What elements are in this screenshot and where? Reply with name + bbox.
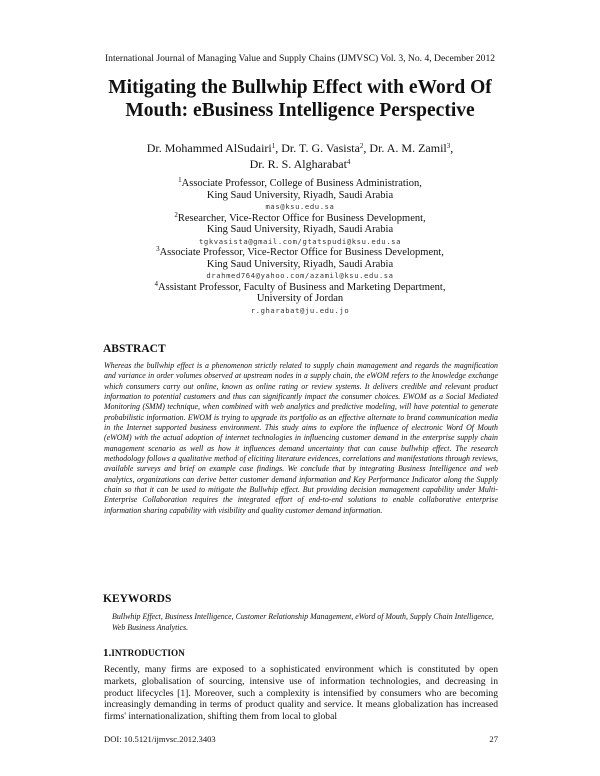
author-affil-marker: 4 <box>346 158 351 166</box>
author-separator: , <box>363 141 370 155</box>
affiliation-1-line-2: King Saud University, Riyadh, Saudi Arabia <box>206 189 394 201</box>
introduction-heading <box>103 647 185 659</box>
affil-text: Researcher, Vice-Rector Office for Business Development, <box>177 212 426 224</box>
introduction-text: Recently, many firms are exposed to a sophisticated environment which is constituted by open markets, globalisation of sourcing, intensive use of information technologies, and decreasing in product lifecycles [1]. Moreover, such a complexity is intensified by consumers who are becoming increasingly demanding in terms of product quality and service. It means globalization has increased firms' internationalization, shifting them from local to global <box>104 664 498 723</box>
author-name: Dr. A. M. Zamil <box>369 141 447 155</box>
affiliation-4-line-2: University of Jordan <box>256 293 344 304</box>
affil-marker: 1 <box>178 176 182 184</box>
abstract-heading: ABSTRACT <box>103 343 166 355</box>
affil-marker: 2 <box>174 210 178 219</box>
affil-marker: 4 <box>154 279 159 288</box>
author-list <box>100 140 500 172</box>
affiliation-1-line-1 <box>120 178 480 190</box>
affil-text: Assistant Professor, Faculty of Business and Marketing Department, <box>158 281 446 293</box>
affil-marker: 3 <box>156 245 160 253</box>
author-separator: , <box>275 141 282 155</box>
affiliation-1-email[interactable]: mas@ksu.edu.sa <box>265 202 335 211</box>
affil-text: Associate Professor, College of Business Administration, <box>181 178 422 189</box>
affiliation-3-line-1 <box>120 247 480 259</box>
doi-footer[interactable]: DOI: 10.5121/ijmvsc.2012.3403 <box>104 734 216 744</box>
affiliation-4-email[interactable]: r.gharabat@ju.edu.jo <box>250 305 350 315</box>
title-line-2: Mouth: eBusiness Intelligence Perspective <box>125 100 475 121</box>
author-affil-marker: 3 <box>446 142 451 150</box>
affiliation-list <box>120 178 480 316</box>
keywords-heading: KEYWORDS <box>103 593 172 605</box>
page-number: 27 <box>489 734 498 744</box>
section-number: 1. <box>103 647 112 659</box>
author-name: Dr. R. S. Algharabat <box>249 157 347 171</box>
author-affil-marker: 2 <box>359 142 364 150</box>
affiliation-2-line-2: King Saud University, Riyadh, Saudi Arabia <box>206 224 394 235</box>
affiliation-4-line-1 <box>120 279 480 294</box>
paper-title <box>60 76 540 122</box>
affil-text: Associate Professor, Vice-Rector Office for Business Development, <box>159 247 444 258</box>
abstract-text: Whereas the bullwhip effect is a phenomenon strictly related to supply chain management and regards the magnification and variance in order volumes observed at upstream nodes in a supply chain, the eWOM refers to the knowledge exchange which consumers carry out online, known as online rating or review systems. It delivers credible and relevant product information to potential customers and thus can significantly impact the consumer choices. EWOM as a Social Mediated Monitoring (SMM) technique, when combined with web analytics and predictive modeling, will have potential to generate probabilistic information. EWOM is trying to upgrade its portfolio as an effective alternate to brand communication media in the Internet supported business environment. This study aims to explore the influence of electronic Word Of Mouth (eWOM) with the actual adoption of internet technologies in influencing customer demand in the enterprise supply chain management scenario as well as how it influences demand uncertainty that can cause bullwhip effect. The research methodology follows a qualitative method of eliciting literature evidences, correlations and manifestations through reviews, available surveys and brief on example case findings. We conclude that by integrating Business Intelligence and web analytics, organizations can derive better customer demand information and Key Performance Indicator along the Supply chain so that it can be used to mitigate the Bullwhip effect. But providing decision management capability under Multi-Enterprise Collaboration requires the integrated effort of end-to-end solutions to enable collaborative enterprise information sharing capability with visibility and quality customer demand information. <box>104 361 498 515</box>
author-affil-marker: 1 <box>271 142 276 150</box>
section-title: INTRODUCTION <box>111 648 185 658</box>
affiliation-2-email[interactable]: tgkvasista@gmail.com/gtatspudi@ksu.edu.sa <box>198 236 402 246</box>
author-name: Dr. T. G. Vasista <box>281 141 360 155</box>
author-name: Dr. Mohammed AlSudairi <box>146 141 272 155</box>
keywords-text: Bullwhip Effect, Business Intelligence, Customer Relationship Management, eWord of Mouth, Supply Chain Intelligence, Web Business Analytics. <box>112 612 494 632</box>
running-head: International Journal of Managing Value and Supply Chains (IJMVSC) Vol. 3, No. 4, December 2012 <box>104 53 496 64</box>
affiliation-3-email[interactable]: drahmed764@yahoo.com/azamil@ksu.edu.sa <box>206 271 394 280</box>
affiliation-2-line-1 <box>120 210 480 225</box>
title-line-1: Mitigating the Bullwhip Effect with eWord Of <box>108 77 492 98</box>
affiliation-3-line-2: King Saud University, Riyadh, Saudi Arabia <box>206 258 394 270</box>
author-separator: , <box>450 141 454 155</box>
